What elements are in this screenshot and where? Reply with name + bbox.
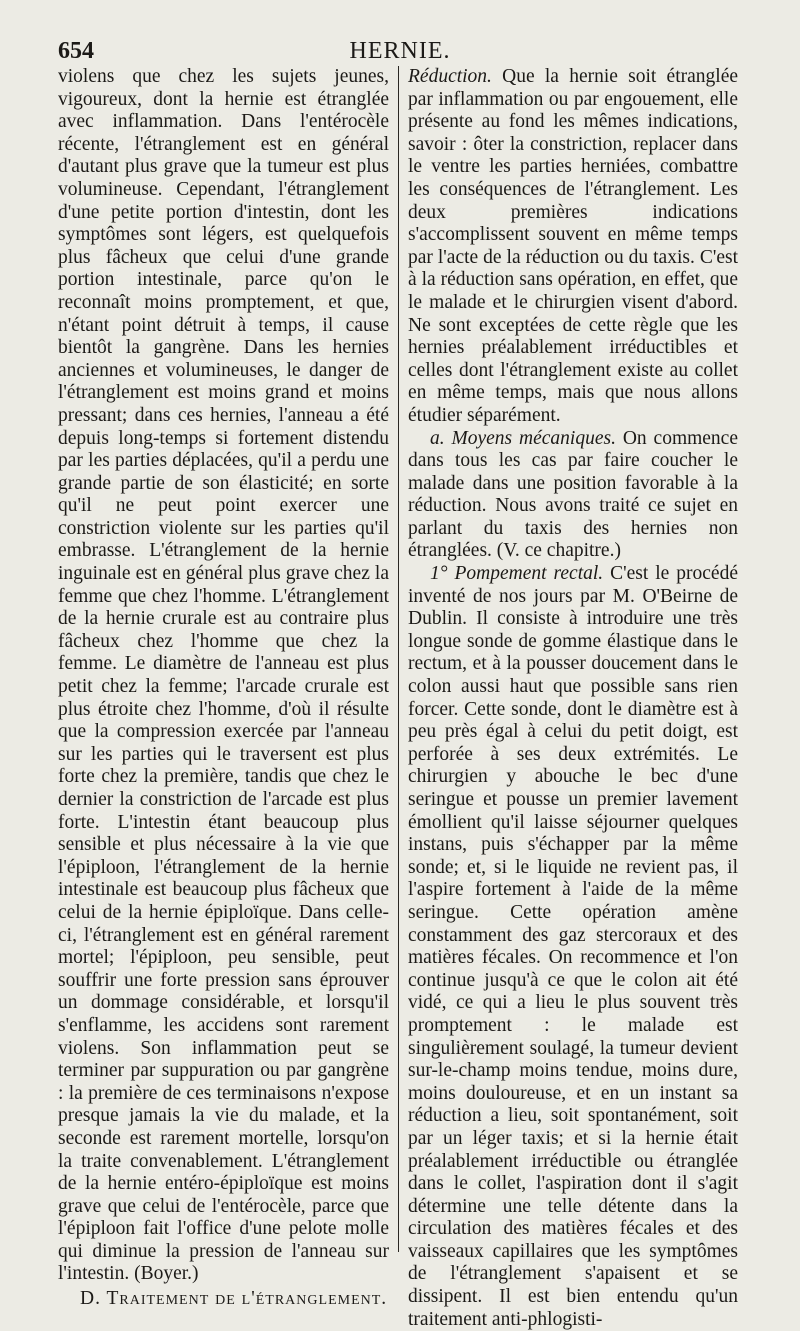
paragraph-text: C'est le procédé inventé de nos jours par M. O'Beirne de Dublin. Il consiste à introduire une très longue sonde de gomme élastique dans le rectum, et à la pousser doucement dans le colon aussi haut que possible sans rien forcer. Cette sonde, dont le diamètre est à peu près égal à celui du petit doigt, est perforée à ses deux extrémités. Le chirurgien y abouche le bec d'une seringue et pousse un premier lavement émollient qu'il laisse séjourner quelques instans, puis s'échapper par la même sonde; et, si le liquide ne revient pas, il l'aspire fortement à l'aide de la même seringue. Cette opération amène constamment des gaz stercoraux et des matières fécales. On recommence et l'on continue jusqu'à ce que le colon ait été vidé, ce qui a lieu le plus souvent très promptement : le malade est singulièrement soulagé, la tumeur devient sur-le-champ moins tendue, moins dure, moins douloureuse, et en un instant sa réduction a lieu, soit spontanément, soit par un léger taxis; et si la hernie était préalablement irréductible ou étranglée dans le collet, l'aspiration dont il s'agit détermine une telle détente dans la circulation des matières fécales et des vaisseaux capillaires que les symptômes de l'étranglement s'apaisent et se dissipent. Il est bien entendu qu'un traitement anti-phlogisti- [408,563,738,1330]
left-column [58,66,389,1311]
section-heading: D. Traitement de l'étranglement. [80,1288,388,1310]
left-paragraph: violens que chez les sujets jeunes, vigoureux, dont la hernie est étranglée avec inflammation. Dans l'entérocèle récente, l'étranglement est en général d'autant plus grave que la tumeur est plus volumineuse. Cependant, l'étranglement d'une petite portion d'intestin, dont les symptômes sont légers, est quelquefois plus fâcheux que celui d'une grande portion intestinale, parce qu'on le reconnaît moins promptement, et que, n'étant point détruit à temps, il cause bientôt la gangrène. Dans les hernies anciennes et volumineuses, le danger de l'étranglement est moins grand et moins pressant; dans ces hernies, l'anneau a été depuis long-temps si fortement distendu par les parties déplacées, qu'il a perdu une grande partie de son élasticité; en sorte qu'il ne peut point exercer une constriction violente sur les parties qu'il embrasse. L'étranglement de la hernie inguinale est en général plus grave chez la femme que chez l'homme. L'étranglement de la hernie crurale est au contraire plus fâcheux chez l'homme que chez la femme. Le diamètre de l'anneau est plus petit chez la femme; l'arcade crurale est plus étroite chez l'homme, d'où il résulte que la compression exercée par l'anneau sur les parties qui le traversent est plus forte chez la première, tandis que chez le dernier la constriction de l'arcade est plus forte. L'intestin étant beaucoup plus sensible et plus nécessaire à la vie que l'épiploon, l'étranglement de la hernie intestinale est beaucoup plus fâcheux que celui de la hernie épiploïque. Dans celle-ci, l'étranglement est en général rarement mortel; l'épiploon, peu sensible, peut souffrir une forte pression sans éprouver un dommage considérable, et lorsqu'il s'enflamme, les accidens sont rarement violens. Son inflammation peut se terminer par suppuration ou par gangrène : la première de ces terminaisons n'expose presque jamais la vie du malade, et la seconde est rarement mortelle, lorsqu'on la traite convenablement. L'étranglement de la hernie entéro-épiploïque est moins grave que celui de l'entérocèle, parce que l'épiploon fait l'office d'une pelote molle qui diminue la pression de l'anneau sur l'intestin. (Boyer.) [58,66,389,1285]
column-divider [398,66,399,1252]
page-number: 654 [58,38,94,64]
page-header [58,38,742,66]
right-column [408,66,738,1331]
runin-moyens-mecaniques: a. Moyens mécaniques. [430,427,616,449]
paragraph-text: On commence dans tous les cas par faire coucher le malade dans une position favorable à la réduction. Nous avons traité ce sujet en parlant du taxis des hernies non étranglées. (V. ce chapitre.) [408,427,738,562]
paragraph-text: Que la hernie soit étranglée par inflammation ou par engouement, elle présente au fond les mêmes indications, savoir : ôter la constriction, replacer dans le ventre les parties herniées, combattre les conséquences de l'étranglement. Les deux premières indications s'accomplissent souvent en même temps par l'acte de la réduction ou du taxis. C'est à la réduction sans opération, en effet, que le malade et le chirurgien visent d'abord. Ne sont exceptées de cette règle que les hernies préalablement irréductibles et celles dont l'étranglement existe au collet en même temps, mais que nous allons étudier séparément. [408,66,738,426]
right-paragraph-moyens [408,428,738,564]
right-paragraph-pompement [408,563,738,1331]
runin-reduction: Réduction. [408,66,492,87]
runin-pompement-rectal: 1° Pompement rectal. [430,563,604,585]
right-paragraph-reduction [408,66,738,428]
running-title: HERNIE. [349,38,451,64]
